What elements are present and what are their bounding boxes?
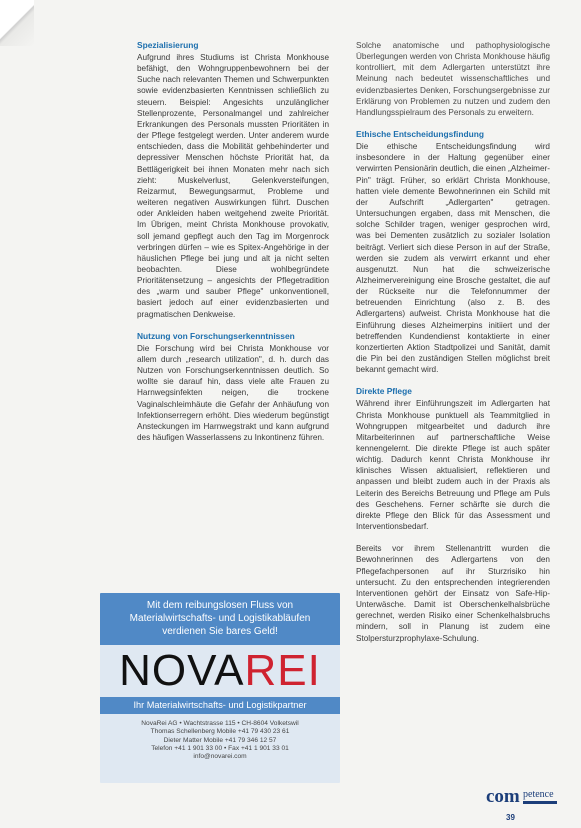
paragraph: Während ihrer Einführungszeit im Adlergarten hat Christa Monkhouse punktuell als Teammitglied in Wohngruppen mitgearbeitet und dadurch ihre Mitarbeiterinnen auf partnerschaftliche Weise kennengelernt. Die direkte Pflege ist auch später wichtig. Dadurch kennt Christa Monkhouse ihr klinisches Wissen aktualisiert, reflektieren und anpassen und bleibt zudem auch in der Praxis als Leiterin des Bereichs Betreuung und Pflege am Puls des Geschehens. Ferner schärfte sie durch die direkte Pflege den Blick für das Assessment und Interventionsbedarf.	[356, 399, 550, 532]
page-fold	[0, 0, 34, 46]
right-column	[356, 40, 550, 644]
left-column	[137, 40, 329, 443]
paragraph: Bereits vor ihrem Stellenantritt wurden die Bewohnerinnen des Adlergartens von den Pflegefachpersonen auf ihr Sturzrisiko hin untersucht. Zu den entsprechenden integrierenden Interventionen gehört der Einsatz von Safe-Hip-Unterwäsche. Damit ist Oberschenkelhalsbrüche gerechnet, werden Risiko einer Schenkelhalsbruchs mindern, soll in Planung ist zudem eine Stolpersturzprophylaxe-Schulung.	[356, 544, 550, 643]
ad-band: Ihr Materialwirtschafts- und Logistikpartner	[100, 697, 340, 714]
contact-line: Thomas Schellenberg Mobile +41 79 430 23 61	[150, 728, 290, 736]
paragraph: Aufgrund ihres Studiums ist Christa Monkhouse befähigt, den Wohngruppenbewohnern bei der Suche nach relevanten Themen und Schwerpunkten sowie evidenzbasierten Kenntnissen schließlich zu steuern. Beispiel: Angesichts unzulänglicher Stellenprozente, Personalmangel und zahlreicher Erkrankungen des Personals mussten Prioritäten in der Pflege festgelegt werden. Unter anderem wurde entschieden, dass die Mobilität gehbehinderter und depressiver Menschen höchste Priorität hat, da Bettlägerigkeit bei ihnen Monaten mehr nach sich zieht: Muskelverlust, Gelenkversteifungen, Reizarmut, Bewegungsarmut, Probleme und weiteren negativen Auswirkungen führt. Duschen oder Ankleiden haben weitgehend zweite Priorität. Im Übrigen, meint Christa Monkhouse provokativ, soll jemand gepflegt auch den Tag im Morgenrock verbringen dürfen – wie es Spitex-Angehörige in der häuslichen Pflege bei jung und alt ja nicht selten beobachten. Diese wohlbegründete Prioritätensetzung – angesichts der Pflegetradition des „warm und sauber Pflege" unkonventionell, basiert jedoch auf einer evidenzbasierten und pragmatischen Denkweise.	[137, 53, 329, 319]
contact-line: Telefon +41 1 901 33 00 • Fax +41 1 901 33 01	[151, 744, 289, 752]
contact-line: info@novarei.com	[193, 753, 247, 761]
novarei-logo: NOVA REI	[119, 646, 321, 695]
logo-bar	[523, 801, 557, 804]
section-heading-specialization: Spezialisierung	[137, 40, 199, 50]
contact-line: NovaRei AG • Wachtstrasse 115 • CH-8604 Volketswil	[141, 720, 299, 727]
ad-tagline: Mit dem reibungslosen Fluss von Materialwirtschafts- und Logistikabläufen verdienen Sie bares Geld!	[100, 593, 340, 645]
paragraph: Die Forschung wird bei Christa Monkhouse vor allem durch „research utilization", d. h. durch das Nutzen von Forschungserkenntnissen deutlich. So wollte sie darauf hin, dass viele alte Frauen zu Harnwegsinfekten neigen, die trockene Vaginalschleimhäute die Gefahr der Anhäufung von Infektionserregern erhöht. Dies wiederum begünstigt Ansteckungen im Harnwegstrakt und kann aufgrund des häufigen Wasserlassens zu Inkontinenz führen.	[137, 343, 329, 442]
novarei-advertisement[interactable]	[100, 593, 340, 783]
competence-logo: com petence	[486, 788, 576, 810]
ad-contact	[100, 714, 340, 761]
section-heading-research: Nutzung von Forschungserkenntnissen	[137, 330, 295, 341]
section-heading-direct-care: Direkte Pflege	[356, 386, 412, 397]
paragraph: Solche anatomische und pathophysiologische Überlegungen werden von Christa Monkhouse häufig kontrolliert, mit dem Adlergarten unterstützt ihre Meinung nach bedeutet wissenschaftliches und evidenzbasiertes Denken, Forschungsergebnisse zur Erklärung von Problemen zu nutzen und zudem den Handlungsspielraum des Personals zu erweitern.	[356, 41, 550, 117]
page-number: 39	[506, 813, 515, 822]
contact-line: Dieter Matter Mobile +41 79 346 12 57	[163, 736, 277, 744]
paragraph: Die ethische Entscheidungsfindung wird insbesondere in der Haltung gegenüber einer verwirrten Pensionärin deutlich, die einen „Alzheimer-Pin" trägt. Früher, so erklärt Christa Monkhouse, hatten viele demente Bewohnerinnen ein Schild mit der Aufschrift „Adlergarten" getragen. Untersuchungen ergaben, dass mit Menschen, die solche Schilder tragen, weniger gesprochen wird, was bei Dementen zusätzlich zu sozialer Isolation beiträgt. Verliert sich diese Person in auf der Straße, werden sie zudem als verwirrt erkannt und eher ausgenutzt. Nun hat die schweizerische Alzheimervereinigung eine Brosche gestaltet, die auf der Rückseite nur die Telefonnummer der betreuenden Einrichtung (also z. B. des Adlergartens) aufweist. Christa Monkhouse hat die Einführung dieses Alzheimerpins initiiert und der betreffenden Kundendienst kontaktierte in einer konzertierten Aktion Stadtpolizei und Sanität, damit die Pin bei den zuständigen Stellen möglichst breit bekannt gemacht wird.	[356, 142, 550, 375]
section-heading-ethics: Ethische Entscheidungsfindung	[356, 129, 484, 140]
